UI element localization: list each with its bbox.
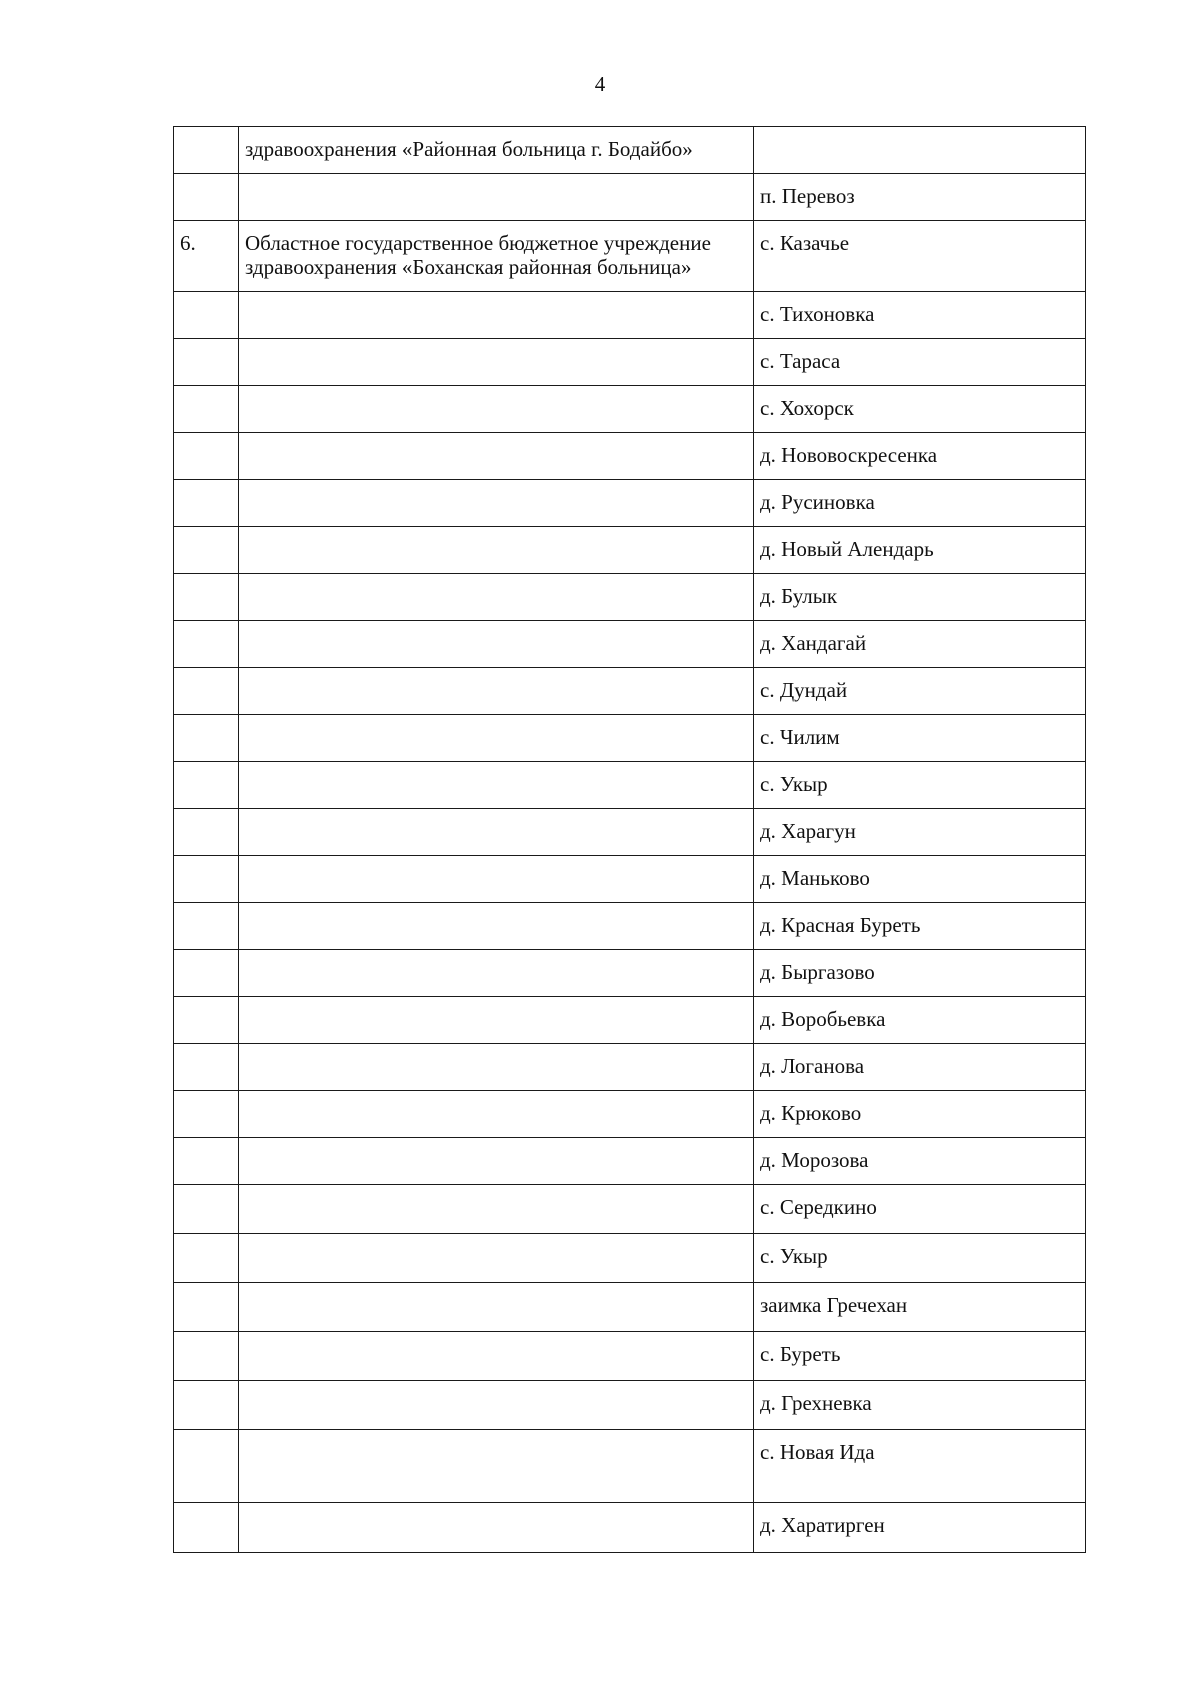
table-row (174, 221, 1086, 292)
cell-number (174, 433, 239, 480)
cell-number (174, 1185, 239, 1234)
cell-number (174, 1332, 239, 1381)
cell-number (174, 762, 239, 809)
table-row (174, 1381, 1086, 1430)
cell-number (174, 1234, 239, 1283)
cell-organization (239, 292, 754, 339)
cell-settlement: д. Логанова (754, 1044, 1086, 1091)
table-row (174, 762, 1086, 809)
cell-settlement: д. Быргазово (754, 950, 1086, 997)
cell-number (174, 1503, 239, 1553)
table-row (174, 292, 1086, 339)
cell-organization (239, 903, 754, 950)
cell-organization (239, 174, 754, 221)
table-row (174, 950, 1086, 997)
cell-organization (239, 480, 754, 527)
table-row (174, 1185, 1086, 1234)
cell-settlement: д. Красная Буреть (754, 903, 1086, 950)
cell-organization (239, 1044, 754, 1091)
cell-settlement: с. Укыр (754, 1234, 1086, 1283)
cell-settlement: д. Харатирген (754, 1503, 1086, 1553)
cell-settlement: д. Нововоскресенка (754, 433, 1086, 480)
table-row (174, 480, 1086, 527)
cell-organization (239, 433, 754, 480)
cell-organization: здравоохранения «Районная больница г. Бодайбо» (239, 127, 754, 174)
cell-settlement: с. Буреть (754, 1332, 1086, 1381)
table-row (174, 386, 1086, 433)
table-row (174, 574, 1086, 621)
table-row (174, 174, 1086, 221)
cell-settlement: с. Укыр (754, 762, 1086, 809)
cell-settlement: д. Харагун (754, 809, 1086, 856)
cell-organization (239, 715, 754, 762)
cell-number (174, 1430, 239, 1503)
cell-number (174, 174, 239, 221)
cell-number (174, 903, 239, 950)
cell-organization (239, 950, 754, 997)
cell-organization (239, 339, 754, 386)
cell-organization (239, 1503, 754, 1553)
cell-number (174, 997, 239, 1044)
table-row (174, 809, 1086, 856)
table-row (174, 903, 1086, 950)
cell-organization (239, 527, 754, 574)
table-row (174, 339, 1086, 386)
cell-organization (239, 1185, 754, 1234)
cell-settlement: д. Морозова (754, 1138, 1086, 1185)
table-row (174, 1138, 1086, 1185)
cell-organization (239, 1283, 754, 1332)
cell-organization (239, 809, 754, 856)
cell-number (174, 480, 239, 527)
cell-settlement: с. Середкино (754, 1185, 1086, 1234)
cell-organization (239, 1381, 754, 1430)
table-row (174, 856, 1086, 903)
cell-organization (239, 1234, 754, 1283)
cell-number (174, 574, 239, 621)
cell-number (174, 621, 239, 668)
table-row (174, 1234, 1086, 1283)
cell-settlement: с. Новая Ида (754, 1430, 1086, 1503)
table-row (174, 433, 1086, 480)
cell-settlement (754, 127, 1086, 174)
cell-settlement: с. Хохорск (754, 386, 1086, 433)
cell-number (174, 339, 239, 386)
cell-number (174, 1283, 239, 1332)
cell-organization (239, 574, 754, 621)
cell-number (174, 386, 239, 433)
settlements-table (173, 126, 1086, 1553)
cell-organization (239, 1332, 754, 1381)
cell-number (174, 950, 239, 997)
table-row (174, 527, 1086, 574)
cell-organization (239, 997, 754, 1044)
cell-number (174, 127, 239, 174)
cell-number (174, 1138, 239, 1185)
cell-number (174, 1044, 239, 1091)
table-row (174, 1503, 1086, 1553)
cell-number (174, 292, 239, 339)
cell-settlement: д. Воробьевка (754, 997, 1086, 1044)
cell-number (174, 809, 239, 856)
cell-organization (239, 1091, 754, 1138)
table-row (174, 668, 1086, 715)
cell-organization (239, 668, 754, 715)
cell-settlement: д. Маньково (754, 856, 1086, 903)
cell-organization (239, 856, 754, 903)
cell-number (174, 856, 239, 903)
cell-settlement: с. Тараса (754, 339, 1086, 386)
table-row (174, 1044, 1086, 1091)
cell-settlement: д. Булык (754, 574, 1086, 621)
cell-organization (239, 621, 754, 668)
table-row (174, 1091, 1086, 1138)
page-number: 4 (594, 72, 606, 96)
table-row (174, 715, 1086, 762)
cell-settlement: д. Новый Алендарь (754, 527, 1086, 574)
cell-number (174, 715, 239, 762)
cell-organization: Областное государственное бюджетное учреждение здравоохранения «Боханская районная больница» (239, 221, 754, 292)
table-row (174, 621, 1086, 668)
table-row (174, 1430, 1086, 1503)
cell-number (174, 668, 239, 715)
cell-organization (239, 1430, 754, 1503)
cell-organization (239, 762, 754, 809)
cell-settlement: д. Русиновка (754, 480, 1086, 527)
cell-settlement: д. Крюково (754, 1091, 1086, 1138)
cell-organization (239, 1138, 754, 1185)
cell-settlement: заимка Гречехан (754, 1283, 1086, 1332)
table-row (174, 127, 1086, 174)
table-row (174, 1332, 1086, 1381)
table-row (174, 997, 1086, 1044)
cell-number (174, 527, 239, 574)
cell-number (174, 1381, 239, 1430)
cell-organization (239, 386, 754, 433)
cell-number: 6. (174, 221, 239, 292)
cell-settlement: д. Хандагай (754, 621, 1086, 668)
table-row (174, 1283, 1086, 1332)
cell-settlement: д. Грехневка (754, 1381, 1086, 1430)
cell-settlement: с. Тихоновка (754, 292, 1086, 339)
table-body (174, 127, 1086, 1553)
cell-number (174, 1091, 239, 1138)
cell-settlement: с. Дундай (754, 668, 1086, 715)
cell-settlement: п. Перевоз (754, 174, 1086, 221)
cell-settlement: с. Казачье (754, 221, 1086, 292)
cell-settlement: с. Чилим (754, 715, 1086, 762)
